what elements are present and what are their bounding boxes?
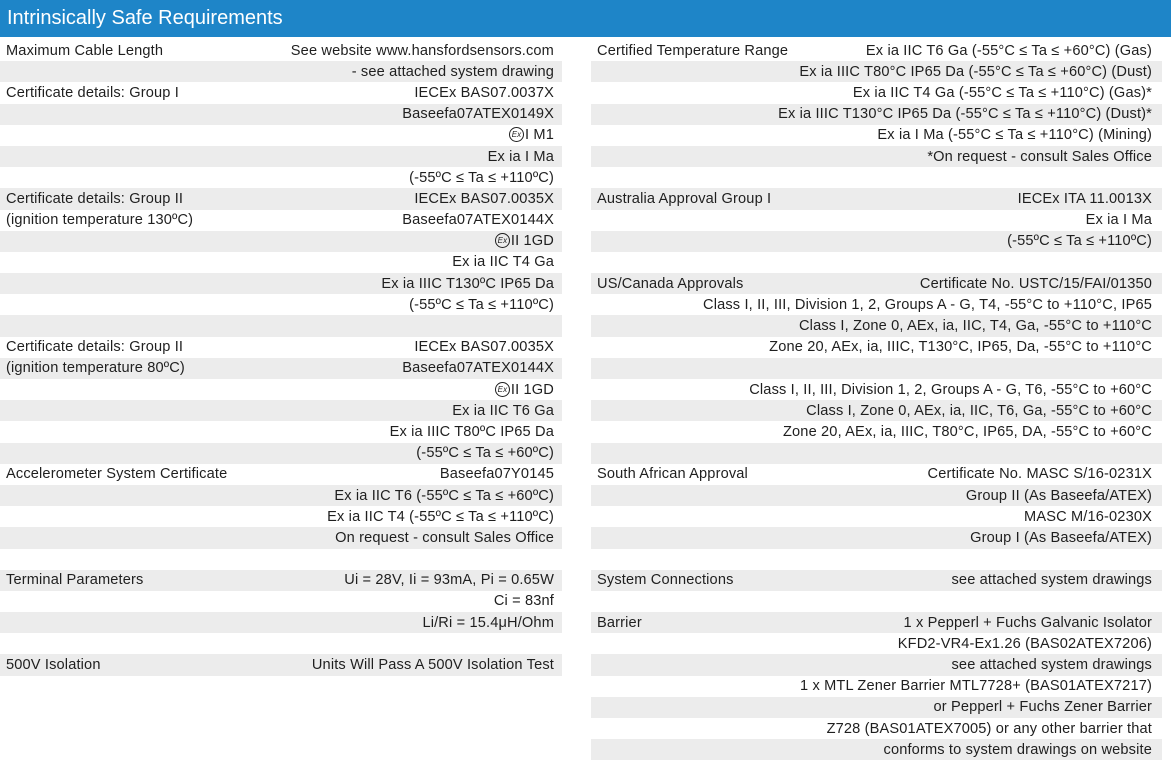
spec-row: [0, 549, 562, 570]
spec-value: Ex ia IIC T6 Ga (-55°C ≤ Ta ≤ +60°C) (Gas): [865, 42, 1152, 59]
spec-row: [0, 82, 562, 103]
spec-row: [591, 273, 1162, 294]
spec-label: (ignition temperature 130ºC): [6, 212, 194, 229]
spec-row: [591, 464, 1162, 485]
spec-row: [0, 443, 562, 464]
spec-row: [0, 527, 562, 548]
spec-row: [0, 273, 562, 294]
spec-row: [0, 421, 562, 442]
spec-row: [0, 337, 562, 358]
spec-row: [591, 104, 1162, 125]
spec-value: Ex ia IIIC T80ºC IP65 Da: [389, 423, 554, 440]
spec-value: Ui = 28V, Ii = 93mA, Pi = 0.65W: [344, 572, 554, 589]
spec-value: Ex ia IIC T4 Ga (-55°C ≤ Ta ≤ +110°C) (Gas)*: [852, 84, 1152, 101]
spec-value-text: II 1GD: [510, 381, 554, 398]
spec-value: [6, 382, 562, 398]
spec-value: [6, 127, 562, 143]
spec-row: [0, 464, 562, 485]
spec-label: US/Canada Approvals: [597, 275, 744, 292]
spec-value: Li/Ri = 15.4μH/Ohm: [422, 614, 554, 631]
spec-label: Certificate details: Group II: [6, 190, 184, 207]
spec-row: [0, 358, 562, 379]
spec-value: Ex ia IIC T6 Ga: [452, 402, 554, 419]
ex-hazard-icon: Ex: [509, 127, 524, 142]
left-spec-column: [0, 40, 562, 697]
spec-row: [591, 421, 1162, 442]
spec-value: Zone 20, AEx, ia, IIIC, T130°C, IP65, Da, -55°C to +110°C: [769, 339, 1152, 356]
spec-row: [591, 40, 1162, 61]
right-spec-column: [591, 40, 1162, 760]
spec-row: [0, 612, 562, 633]
spec-row: [0, 231, 562, 252]
spec-value: 1 x MTL Zener Barrier MTL7728+ (BAS01ATEX7217): [799, 678, 1152, 695]
spec-value: (-55ºC ≤ Ta ≤ +110ºC): [1007, 233, 1152, 250]
section-title: Intrinsically Safe Requirements: [0, 0, 1171, 37]
spec-row: [591, 146, 1162, 167]
spec-row: [591, 82, 1162, 103]
spec-value: Class I, Zone 0, AEx, ia, IIC, T4, Ga, -55°C to +110°C: [798, 318, 1152, 335]
spec-row: [0, 104, 562, 125]
spec-value: Ex ia IIIC T80°C IP65 Da (-55°C ≤ Ta ≤ +60°C) (Dust): [799, 63, 1152, 80]
spec-label: Terminal Parameters: [6, 572, 144, 589]
spec-label: South African Approval: [597, 466, 748, 483]
spec-value: *On request - consult Sales Office: [927, 148, 1152, 165]
spec-value: Certificate No. MASC S/16-0231X: [927, 466, 1152, 483]
spec-row: [0, 506, 562, 527]
spec-row: [0, 485, 562, 506]
spec-row: [0, 61, 562, 82]
spec-row: [591, 443, 1162, 464]
spec-value: Baseefa07ATEX0144X: [402, 212, 554, 229]
spec-value: Group II (As Baseefa/ATEX): [965, 487, 1152, 504]
spec-label: Barrier: [597, 614, 642, 631]
spec-value: (-55ºC ≤ Ta ≤ +110ºC): [409, 296, 554, 313]
spec-label: Certificate details: Group I: [6, 84, 179, 101]
spec-row: [0, 400, 562, 421]
spec-row: [591, 612, 1162, 633]
spec-row: [0, 40, 562, 61]
spec-row: [0, 146, 562, 167]
spec-value: See website www.hansfordsensors.com: [290, 42, 554, 59]
spec-label: Australia Approval Group I: [597, 190, 772, 207]
spec-value: Ex ia IIC T6 (-55ºC ≤ Ta ≤ +60ºC): [334, 487, 554, 504]
spec-label: (ignition temperature 80ºC): [6, 360, 185, 377]
spec-value: Group I (As Baseefa/ATEX): [970, 529, 1152, 546]
spec-row: [0, 125, 562, 146]
spec-label: Accelerometer System Certificate: [6, 466, 228, 483]
spec-row: [591, 337, 1162, 358]
spec-value: 1 x Pepperl + Fuchs Galvanic Isolator: [903, 614, 1152, 631]
spec-value: or Pepperl + Fuchs Zener Barrier: [933, 699, 1152, 716]
spec-row: [591, 315, 1162, 336]
spec-row: [591, 167, 1162, 188]
spec-value: Class I, II, III, Division 1, 2, Groups A - G, T4, -55°C to +110°C, IP65: [703, 296, 1152, 313]
spec-value: Certificate No. USTC/15/FAI/01350: [919, 275, 1152, 292]
spec-row: [591, 485, 1162, 506]
spec-row: [0, 591, 562, 612]
spec-row: [0, 633, 562, 654]
spec-value: (-55ºC ≤ Ta ≤ +60ºC): [416, 445, 554, 462]
spec-row: [591, 210, 1162, 231]
spec-label: 500V Isolation: [6, 657, 101, 674]
spec-row: [591, 739, 1162, 760]
spec-value-text: II 1GD: [510, 233, 554, 250]
spec-row: [0, 294, 562, 315]
spec-value: Z728 (BAS01ATEX7005) or any other barrier that: [826, 720, 1152, 737]
spec-value: (-55ºC ≤ Ta ≤ +110ºC): [409, 169, 554, 186]
spec-value: Class I, II, III, Division 1, 2, Groups A - G, T6, -55°C to +60°C: [749, 381, 1152, 398]
spec-value: Baseefa07Y0145: [439, 466, 554, 483]
spec-value: Baseefa07ATEX0149X: [402, 106, 554, 123]
spec-row: [591, 231, 1162, 252]
spec-row: [0, 167, 562, 188]
spec-row: [591, 570, 1162, 591]
spec-row: [591, 718, 1162, 739]
spec-row: [591, 61, 1162, 82]
spec-row: [591, 188, 1162, 209]
spec-value: Zone 20, AEx, ia, IIIC, T80°C, IP65, DA, -55°C to +60°C: [782, 423, 1152, 440]
spec-row: [591, 379, 1162, 400]
spec-row: [591, 400, 1162, 421]
spec-value: [6, 233, 562, 249]
spec-value: KFD2-VR4-Ex1.26 (BAS02ATEX7206): [897, 635, 1152, 652]
spec-row: [591, 358, 1162, 379]
spec-value: IECEx ITA 11.0013X: [1017, 190, 1152, 207]
spec-row: [0, 188, 562, 209]
spec-value: conforms to system drawings on website: [883, 741, 1152, 758]
spec-row: [591, 591, 1162, 612]
spec-row: [591, 633, 1162, 654]
spec-value: Ex ia IIC T4 Ga: [452, 254, 554, 271]
spec-value: IECEx BAS07.0037X: [414, 84, 554, 101]
spec-value: see attached system drawings: [951, 572, 1152, 589]
spec-row: [0, 676, 562, 697]
spec-value: Ex ia I Ma (-55°C ≤ Ta ≤ +110°C) (Mining): [877, 127, 1152, 144]
spec-value: On request - consult Sales Office: [335, 529, 554, 546]
ex-hazard-icon: Ex: [495, 382, 510, 397]
spec-value: Baseefa07ATEX0144X: [402, 360, 554, 377]
spec-row: [591, 252, 1162, 273]
spec-row: [591, 294, 1162, 315]
spec-row: [0, 570, 562, 591]
spec-row: [591, 527, 1162, 548]
spec-value: IECEx BAS07.0035X: [414, 339, 554, 356]
spec-value: Ex ia IIC T4 (-55ºC ≤ Ta ≤ +110ºC): [327, 508, 554, 525]
spec-row: [591, 697, 1162, 718]
spec-value: Class I, Zone 0, AEx, ia, IIC, T6, Ga, -55°C to +60°C: [806, 402, 1152, 419]
spec-row: [591, 676, 1162, 697]
spec-value: see attached system drawings: [951, 657, 1152, 674]
spec-row: [0, 210, 562, 231]
spec-value: Ci = 83nf: [493, 593, 554, 610]
spec-value: Ex ia I Ma: [487, 148, 554, 165]
spec-value: MASC M/16-0230X: [1024, 508, 1152, 525]
spec-row: [0, 315, 562, 336]
spec-row: [0, 252, 562, 273]
spec-row: [591, 506, 1162, 527]
spec-row: [0, 654, 562, 675]
spec-label: Certificate details: Group II: [6, 339, 184, 356]
spec-value: Ex ia IIIC T130°C IP65 Da (-55°C ≤ Ta ≤ +110°C) (Dust)*: [778, 106, 1152, 123]
spec-value-text: I M1: [525, 127, 554, 144]
spec-label: Certified Temperature Range: [597, 42, 789, 59]
spec-value: Units Will Pass A 500V Isolation Test: [311, 657, 554, 674]
spec-label: Maximum Cable Length: [6, 42, 164, 59]
spec-row: [591, 125, 1162, 146]
spec-row: [591, 654, 1162, 675]
ex-hazard-icon: Ex: [495, 233, 510, 248]
spec-value: Ex ia IIIC T130ºC IP65 Da: [381, 275, 554, 292]
spec-row: [0, 379, 562, 400]
spec-label: System Connections: [597, 572, 734, 589]
spec-value: Ex ia I Ma: [1085, 212, 1152, 229]
spec-row: [591, 549, 1162, 570]
spec-value: IECEx BAS07.0035X: [414, 190, 554, 207]
spec-value: - see attached system drawing: [351, 63, 554, 80]
